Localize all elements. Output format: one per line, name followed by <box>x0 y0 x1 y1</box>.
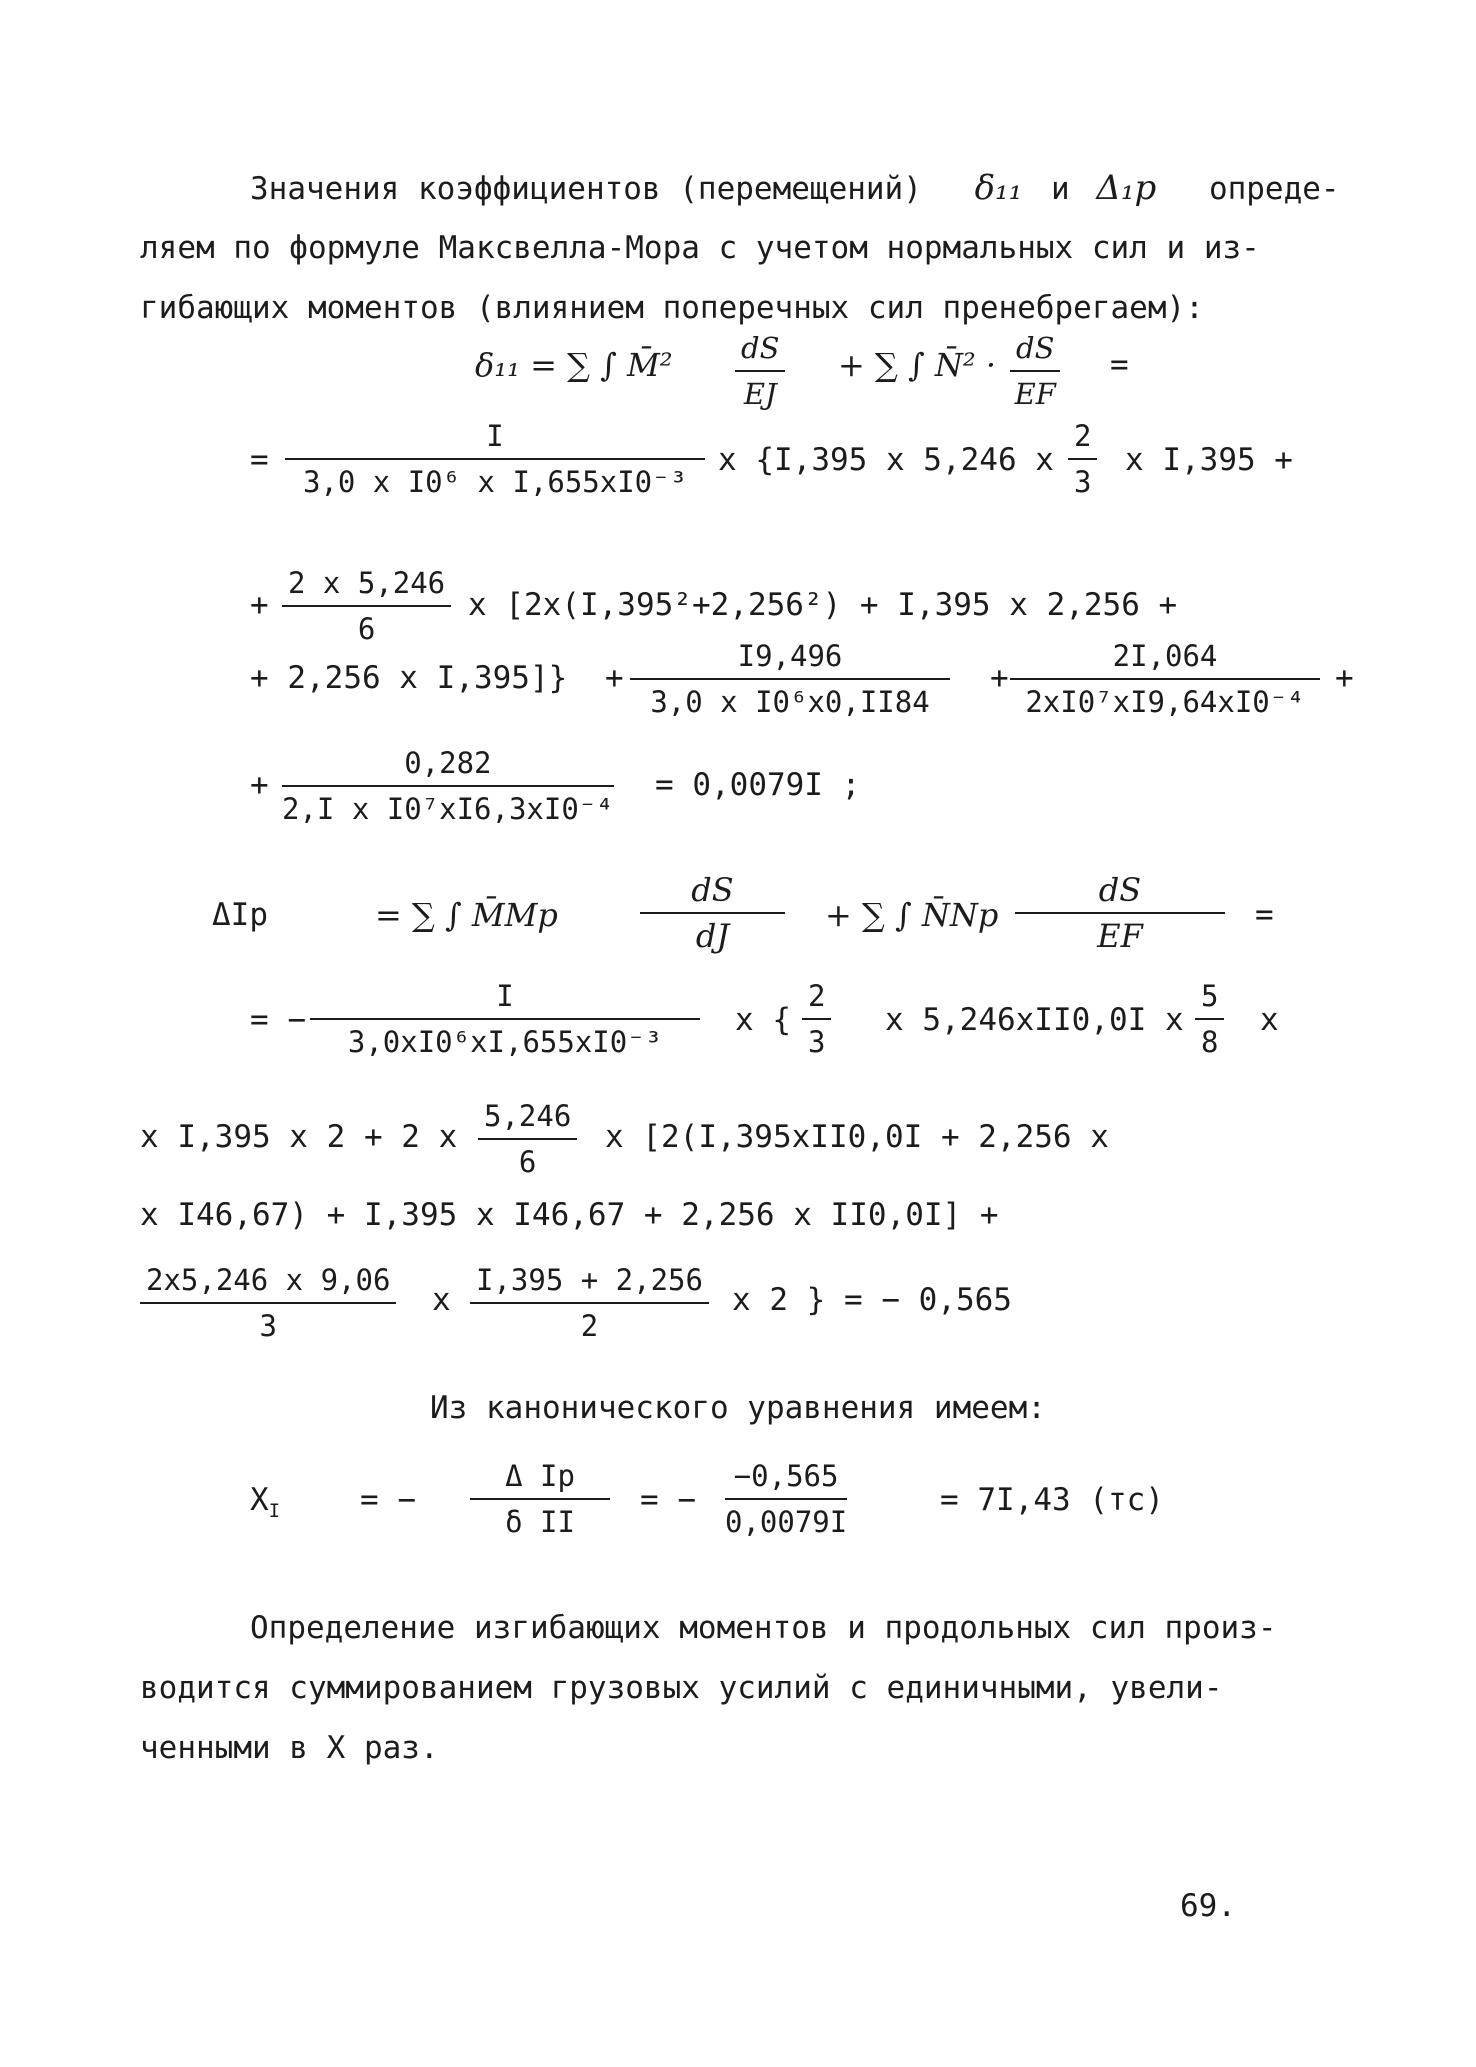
eq8-num: 5,246 <box>478 1098 577 1140</box>
intro-line-2: ляем по формуле Максвелла-Мора с учетом нормальных сил и из- <box>140 230 1260 266</box>
outro-line-2: водится суммированием грузовых усилий с единичными, увели- <box>140 1670 1223 1706</box>
eq3-plus: + <box>250 587 269 623</box>
eq7-fraction-a <box>802 978 831 1060</box>
eq10-f1-den: 3 <box>259 1309 277 1343</box>
eq5-fraction <box>282 745 614 827</box>
eq4-f2-num: 2I,064 <box>1010 638 1320 680</box>
eq3-den: 6 <box>357 612 376 646</box>
eq6-f2-num: dS <box>1015 872 1225 914</box>
eq10-f1-num: 2x5,246 x 9,06 <box>140 1262 396 1304</box>
eq1-lhs: δ₁₁ = ∑ ∫ M̄² <box>475 346 673 384</box>
eq1-f2-num: dS <box>1010 330 1060 372</box>
eq7-f1-num: 2 <box>802 978 831 1020</box>
eq3-num: 2 x 5,246 <box>282 565 451 607</box>
eq10-f2-num: I,395 + 2,256 <box>470 1262 709 1304</box>
eq4-f1-num: I9,496 <box>630 638 950 680</box>
eq4-fraction-2 <box>1010 638 1320 720</box>
eq5-result: = 0,0079I ; <box>655 767 861 803</box>
eq5-den: 2,I x I0⁷xI6,3xI0⁻⁴ <box>282 792 614 826</box>
eq11-lhs <box>250 1480 281 1523</box>
eq1-mid: + ∑ ∫ N̄² · <box>838 346 997 384</box>
eq10-f2-den: 2 <box>580 1309 599 1343</box>
eq11-fraction-2 <box>725 1458 847 1540</box>
eq11-lhs-var: X <box>250 1482 269 1518</box>
eq11-f2-num: −0,565 <box>725 1458 847 1500</box>
delta11-symbol: δ₁₁ <box>974 168 1023 208</box>
intro-line-3: гибающих моментов (влиянием поперечных сил пренебрегаем): <box>140 290 1204 326</box>
eq2-fraction-small <box>1068 418 1097 500</box>
eq10-x: x <box>432 1282 451 1318</box>
eq2-tail: x I,395 + <box>1125 442 1293 478</box>
eq11-eq-1: = − <box>360 1482 416 1518</box>
eq1-f1-num: dS <box>735 330 785 372</box>
eq8-tail: x [2(I,395xII0,0I + 2,256 x <box>605 1119 1109 1155</box>
eq4-fraction-1 <box>630 638 950 720</box>
eq10-fraction-2 <box>470 1262 709 1344</box>
outro-line-1: Определение изгибающих моментов и продольных сил произ- <box>250 1610 1277 1646</box>
eq2-num: I <box>285 418 705 460</box>
eq6-f1-num: dS <box>640 872 785 914</box>
and-word: и <box>1050 171 1070 207</box>
eq3-fraction <box>282 565 451 647</box>
intro-line-1 <box>250 168 1340 209</box>
page-number: 69. <box>1180 1888 1236 1924</box>
eq7-den: 3,0xI0⁶xI,655xI0⁻³ <box>347 1025 663 1059</box>
eq4-body: + 2,256 x I,395]} <box>250 660 568 696</box>
eq6-f2-den: EF <box>1097 917 1143 955</box>
eq9-body: x I46,67) + I,395 x I46,67 + 2,256 x II0,0I] + <box>140 1197 999 1233</box>
eq8-den: 6 <box>518 1145 537 1179</box>
eq10-tail: x 2 } = − 0,565 <box>732 1282 1012 1318</box>
eq6-fraction-1 <box>640 872 785 954</box>
eq11-f2-den: 0,0079I <box>725 1505 848 1539</box>
eq7-f1-den: 3 <box>808 1025 826 1059</box>
intro-text-b: опреде- <box>1208 171 1340 207</box>
eq4-plus-1: + <box>605 660 624 696</box>
eq11-fraction-1 <box>470 1458 610 1540</box>
eq6-tail: = <box>1255 897 1274 933</box>
eq10-fraction-1 <box>140 1262 396 1344</box>
intro-text-a: Значения коэффициентов (перемещений) <box>250 171 922 207</box>
eq8-fraction <box>478 1098 577 1180</box>
eq7-fraction-b <box>1195 978 1224 1060</box>
eq7-eq: = − <box>250 1002 306 1038</box>
eq6-mid: + ∑ ∫ N̄Np <box>825 896 999 934</box>
eq2-f-den: 3 <box>1074 465 1092 499</box>
eq4-f1-den: 3,0 x I0⁶x0,II84 <box>650 685 930 719</box>
eq7-body-1: x { <box>735 1002 791 1038</box>
eq1-f2-den: EF <box>1014 377 1056 411</box>
eq11-eq-2: = − <box>640 1482 696 1518</box>
eq7-f2-den: 8 <box>1201 1025 1219 1059</box>
eq11-result: = 7I,43 (тс) <box>940 1482 1164 1518</box>
eq2-f-num: 2 <box>1068 418 1097 460</box>
eq5-num: 0,282 <box>282 745 614 787</box>
canonical-text: Из канонического уравнения имеем: <box>430 1390 1046 1426</box>
eq2-equals: = <box>250 442 269 478</box>
eq4-f2-den: 2xI0⁷xI9,64xI0⁻⁴ <box>1025 685 1305 719</box>
eq4-plus-2: + <box>990 660 1009 696</box>
eq3-body: x [2x(I,395²+2,256²) + I,395 x 2,256 + <box>468 587 1178 623</box>
eq5-plus: + <box>250 767 269 803</box>
eq7-body-2: x 5,246xII0,0I x <box>885 1002 1184 1038</box>
eq7-fraction-main <box>310 978 700 1060</box>
eq6-f1-den: dJ <box>695 917 730 955</box>
eq11-lhs-sub: I <box>268 1500 281 1523</box>
outro-line-3: ченными в X раз. <box>140 1730 439 1766</box>
eq8-body: x I,395 x 2 + 2 x <box>140 1119 458 1155</box>
delta1p-symbol: Δ₁p <box>1096 168 1157 208</box>
eq1-fraction-2 <box>1010 330 1060 412</box>
eq1-f1-den: EJ <box>743 377 777 411</box>
eq6-fraction-2 <box>1015 872 1225 954</box>
eq11-f1-num: Δ Ip <box>470 1458 610 1500</box>
eq7-f2-num: 5 <box>1195 978 1224 1020</box>
eq2-body: x {I,395 x 5,246 x <box>718 442 1054 478</box>
eq4-plus-3: + <box>1335 660 1354 696</box>
eq7-tail: x <box>1260 1002 1279 1038</box>
eq2-den: 3,0 x I0⁶ x I,655xI0⁻³ <box>302 465 688 499</box>
eq6-eq: = ∑ ∫ M̄Mp <box>375 896 558 934</box>
eq6-lhs: ΔIp <box>212 897 268 933</box>
eq11-f1-den: δ II <box>505 1505 575 1539</box>
eq1-equals: = <box>1110 347 1129 383</box>
eq1-fraction-1 <box>735 330 785 412</box>
eq2-fraction-main <box>285 418 705 500</box>
eq7-num: I <box>310 978 700 1020</box>
